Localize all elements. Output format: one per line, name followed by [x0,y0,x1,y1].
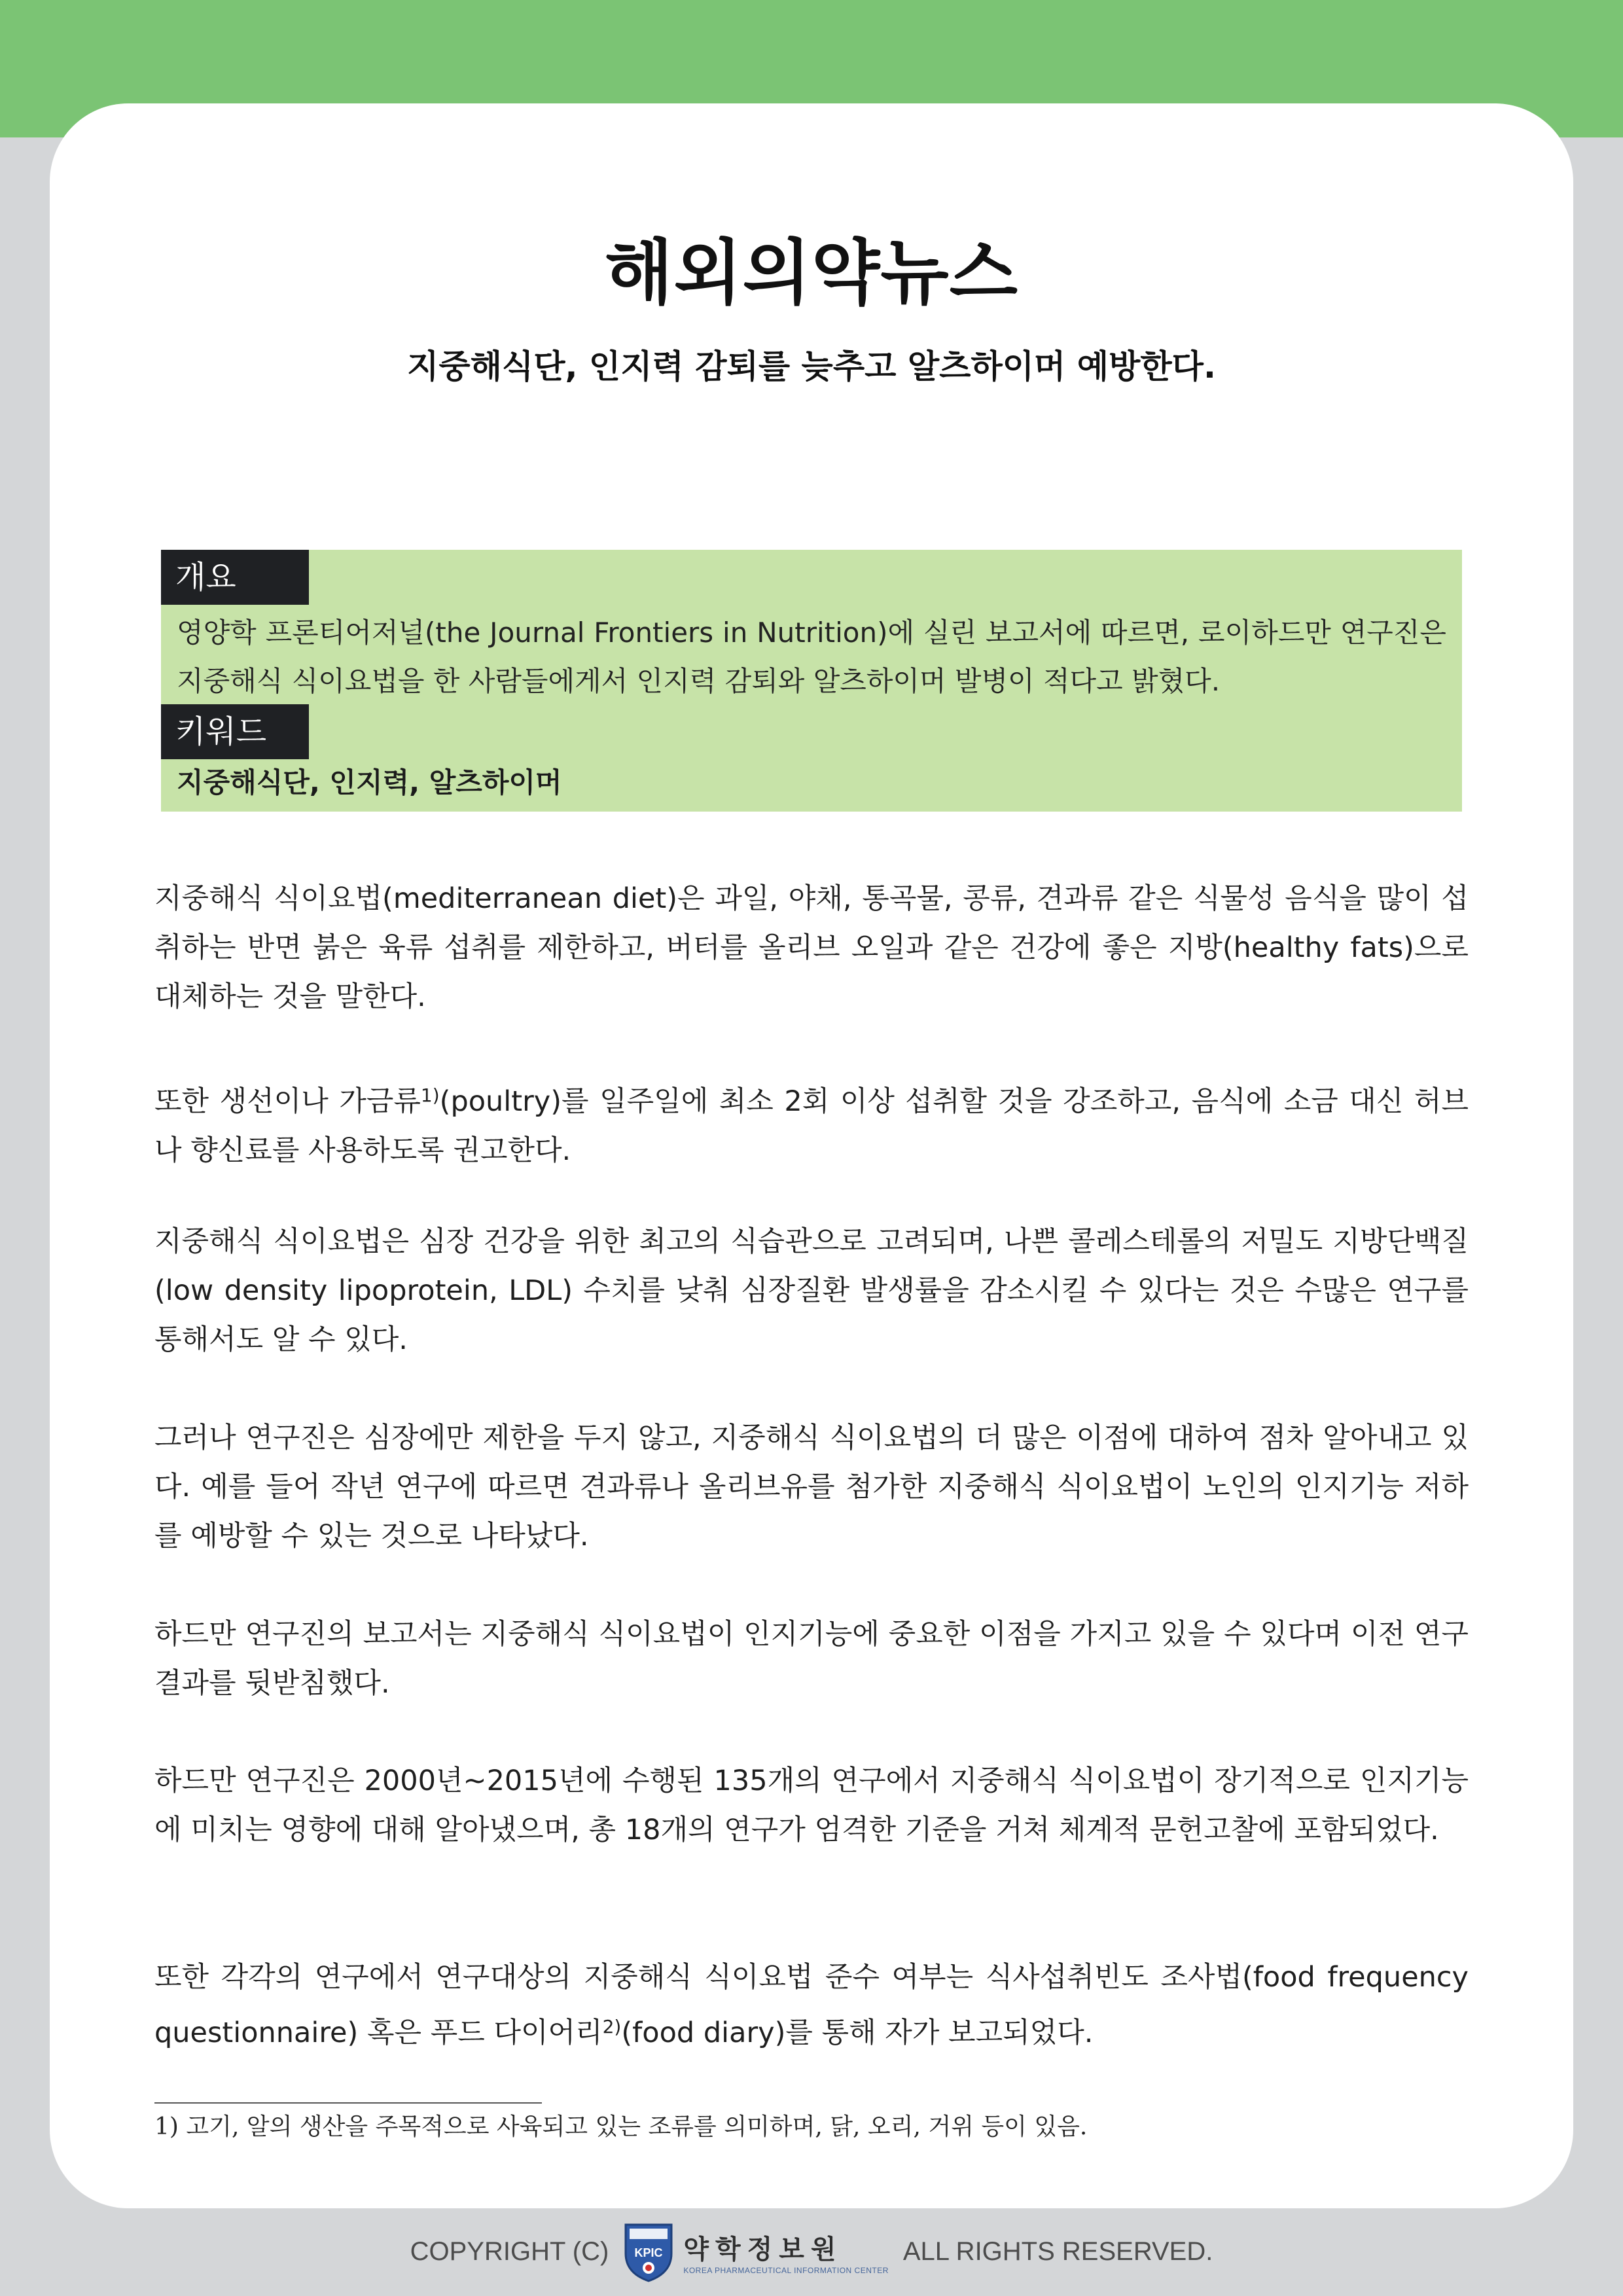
body-paragraph-5: 하드만 연구진의 보고서는 지중해식 식이요법이 인지기능에 중요한 이점을 가지고 있을 수 있다며 이전 연구결과를 뒷받침했다. [154,1618,1469,1700]
footnote-divider [154,2102,542,2104]
body-paragraph-7 [154,1953,1469,2058]
copyright-text: COPYRIGHT (C) [410,2236,609,2266]
article-headline: 지중해식단, 인지력 감퇴를 늦추고 알츠하이머 예방한다. [407,348,1216,386]
body-paragraph-2 [154,1071,1469,1175]
body-paragraph-4: 그러나 연구진은 심장에만 제한을 두지 않고, 지중해식 식이요법의 더 많은 이점에 대하여 점차 알아내고 있다. 예를 들어 작년 연구에 따르면 견과류나 올리브유를 첨가한 지중해식 식이요법이 노인의 인지기능 저하를 예방할 수 있는 것으로 나타났다. [154,1422,1469,1552]
org-name: 약학정보원 [683,2234,843,2264]
paragraph-text: (food diary)를 통해 자가 보고되었다. [621,2017,1094,2049]
org-name-english: KOREA PHARMACEUTICAL INFORMATION CENTER [683,2265,889,2275]
body-paragraph-1: 지중해식 식이요법(mediterranean diet)은 과일, 야채, 통곡물, 콩류, 견과류 같은 식물성 음식을 많이 섭취하는 반면 붉은 육류 섭취를 제한하고, 버터를 올리브 오일과 같은 건강에 좋은 지방(healthy fats)으로 대체하는 것을 말한다. [154,882,1469,1013]
kpic-shield-icon [623,2221,674,2282]
rights-text: ALL RIGHTS RESERVED. [902,2236,1213,2266]
paragraph-text: 또한 생선이나 가금류 [154,1085,421,1118]
keywords-label: 키워드 [161,704,309,759]
footer [0,2219,1623,2284]
overview-label: 개요 [161,550,309,605]
body-paragraph-3: 지중해식 식이요법은 심장 건강을 위한 최고의 식습관으로 고려되며, 나쁜 콜레스테롤의 저밀도 지방단백질(low density lipoprotein, LDL) 수치를 낮춰 심장질환 발생률을 감소시킬 수 있다는 것은 수많은 연구를 통해서도 알 수 있다. [154,1225,1469,1356]
paragraph-text: 또한 각각의 연구에서 연구대상의 지중해식 식이요법 준수 여부는 식사섭취빈도 조사법(food frequency questionnaire) 혹은 푸드 다이어리 [154,1961,1469,2049]
kpic-logo [623,2221,889,2282]
kpic-logo-text: KPIC [634,2246,663,2259]
body-paragraph-6: 하드만 연구진은 2000년~2015년에 수행된 135개의 연구에서 지중해식 식이요법이 장기적으로 인지기능에 미치는 영향에 대해 알아냈으며, 총 18개의 연구가 엄격한 기준을 거쳐 체계적 문헌고찰에 포함되었다. [154,1765,1469,1846]
paragraph-text: (poultry)를 일주일에 최소 2회 이상 섭취할 것을 강조하고, 음식에 소금 대신 허브나 향신료를 사용하도록 권고한다. [154,1085,1469,1167]
footnote-1: 1) 고기, 알의 생산을 주목적으로 사육되고 있는 조류를 의미하며, 닭, 오리, 거위 등이 있음. [154,2113,1088,2140]
footnote-ref-1[interactable]: 1) [420,1085,440,1106]
overview-text: 영양학 프론티어저널(the Journal Frontiers in Nutrition)에 실린 보고서에 따르면, 로이하드만 연구진은 지중해식 식이요법을 한 사람들에게서 인지력 감퇴와 알츠하이머 발병이 적다고 밝혔다. [177,617,1446,697]
footnote-ref-2[interactable]: 2) [602,2016,622,2037]
page-title: 해외의약뉴스 [605,232,1018,314]
summary-box [161,550,1462,812]
keywords-text: 지중해식단, 인지력, 알츠하이머 [177,766,562,798]
